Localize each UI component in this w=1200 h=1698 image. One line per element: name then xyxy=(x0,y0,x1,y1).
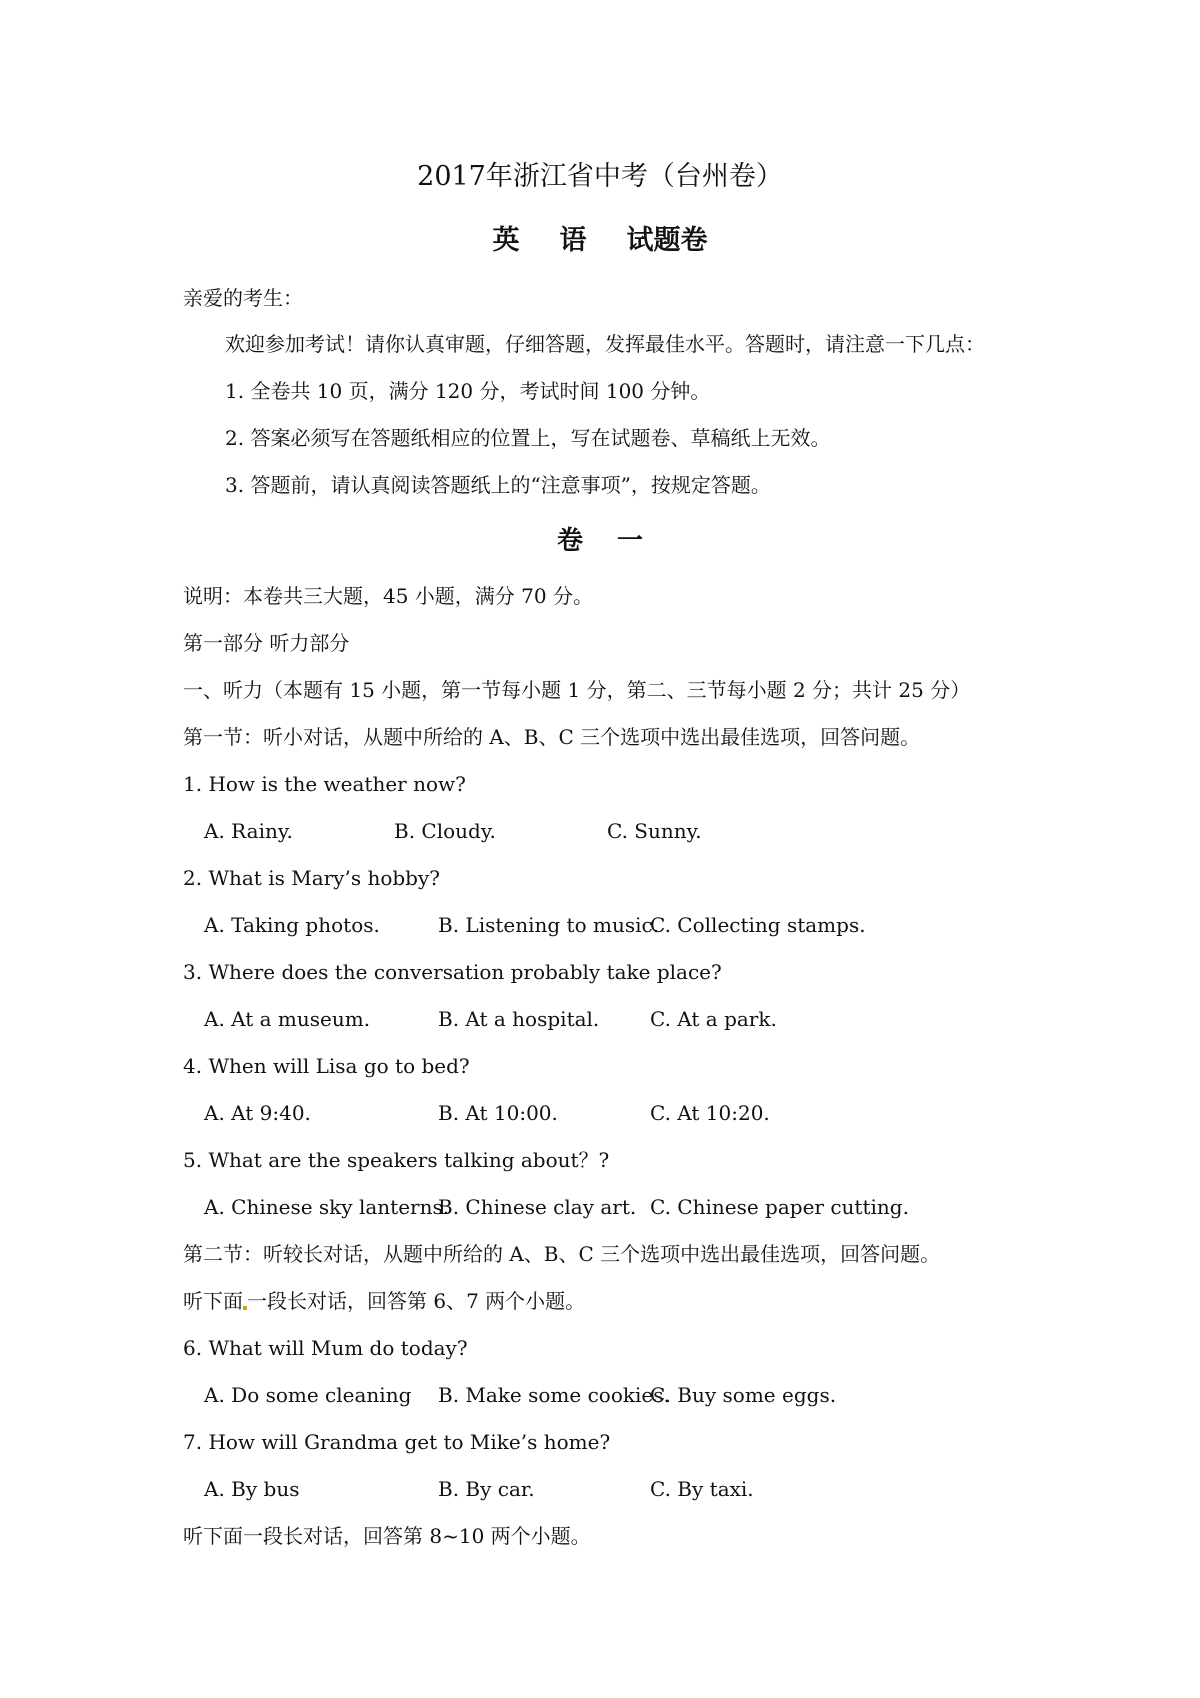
question-5-option-c: C. Chinese paper cutting. xyxy=(650,1195,909,1219)
volume-part-2: 一 xyxy=(617,526,644,556)
question-6-option-b: B. Make some cookies. xyxy=(438,1383,670,1407)
question-6-option-c: C. Buy some eggs. xyxy=(650,1383,837,1407)
part-one-heading: 第一部分 听力部分 xyxy=(183,631,350,655)
question-7: 7. How will Grandma get to Mike’s home? xyxy=(183,1430,611,1454)
subtitle-part-3: 试题卷 xyxy=(626,225,708,256)
section-2-instruction: 第二节：听较长对话，从题中所给的 A、B、C 三个选项中选出最佳选项，回答问题。 xyxy=(183,1242,941,1266)
section-1-instruction: 第一节：听小对话，从题中所给的 A、B、C 三个选项中选出最佳选项，回答问题。 xyxy=(183,725,921,749)
greeting: 亲爱的考生： xyxy=(183,286,303,310)
dialog-8-10-instruction: 听下面一段长对话，回答第 8~10 两个小题。 xyxy=(183,1524,591,1548)
question-7-option-c: C. By taxi. xyxy=(650,1477,754,1501)
question-3: 3. Where does the conversation probably take place? xyxy=(183,960,722,984)
question-7-option-b: B. By car. xyxy=(438,1477,535,1501)
dialog-6-7-text-b: 一段长对话，回答第 6、7 两个小题。 xyxy=(247,1289,586,1313)
subtitle-part-1: 英 xyxy=(492,225,520,256)
question-6-option-a: A. Do some cleaning xyxy=(204,1383,412,1407)
rule-3: 3. 答题前，请认真阅读答题纸上的“注意事项”，按规定答题。 xyxy=(225,473,771,497)
question-5-option-b: B. Chinese clay art. xyxy=(438,1195,637,1219)
dialog-6-7-instruction xyxy=(183,1288,585,1314)
question-6: 6. What will Mum do today? xyxy=(183,1336,468,1360)
subtitle-part-2: 语 xyxy=(559,225,587,256)
welcome-text: 欢迎参加考试！请你认真审题，仔细答题，发挥最佳水平。答题时，请注意一下几点： xyxy=(225,332,985,356)
volume-heading xyxy=(0,524,1200,558)
exam-title: 2017年浙江省中考（台州卷） xyxy=(417,161,783,192)
question-1-option-b: B. Cloudy. xyxy=(394,819,496,843)
question-1-option-a: A. Rainy. xyxy=(204,819,293,843)
question-2-option-a: A. Taking photos. xyxy=(204,913,380,937)
question-4-option-b: B. At 10:00. xyxy=(438,1101,558,1125)
question-7-option-a: A. By bus xyxy=(204,1477,300,1501)
question-1: 1. How is the weather now? xyxy=(183,772,466,796)
question-4: 4. When will Lisa go to bed? xyxy=(183,1054,470,1078)
question-1-option-c: C. Sunny. xyxy=(607,819,702,843)
question-5-option-a: A. Chinese sky lanterns. xyxy=(204,1195,450,1219)
dialog-6-7-text-a: 听下面 xyxy=(183,1289,243,1313)
question-3-option-a: A. At a museum. xyxy=(204,1007,371,1031)
rule-1: 1. 全卷共 10 页，满分 120 分，考试时间 100 分钟。 xyxy=(225,379,711,403)
rule-2: 2. 答案必须写在答题纸相应的位置上，写在试题卷、草稿纸上无效。 xyxy=(225,426,831,450)
question-2-option-c: C. Collecting stamps. xyxy=(650,913,866,937)
question-2-option-b: B. Listening to music. xyxy=(438,913,660,937)
exam-subtitle xyxy=(0,224,1200,258)
question-5: 5. What are the speakers talking about？? xyxy=(183,1148,610,1172)
volume-description: 说明：本卷共三大题，45 小题，满分 70 分。 xyxy=(183,584,593,608)
question-2: 2. What is Mary’s hobby? xyxy=(183,866,441,890)
question-4-option-c: C. At 10:20. xyxy=(650,1101,770,1125)
question-3-option-b: B. At a hospital. xyxy=(438,1007,600,1031)
listening-header: 一、听力（本题有 15 小题，第一节每小题 1 分，第二、三节每小题 2 分；共计 25 分） xyxy=(183,678,971,702)
question-4-option-a: A. At 9:40. xyxy=(204,1101,311,1125)
question-3-option-c: C. At a park. xyxy=(650,1007,777,1031)
volume-part-1: 卷 xyxy=(556,526,583,556)
